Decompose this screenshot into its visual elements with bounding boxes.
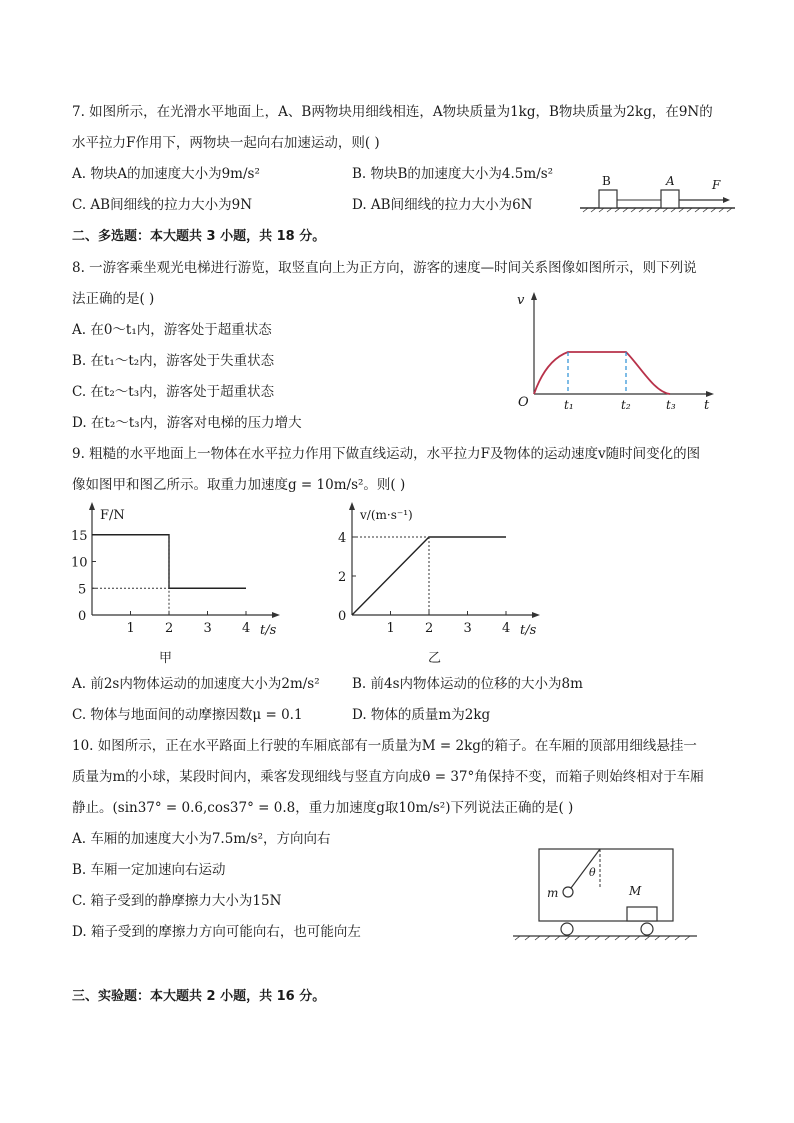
q8-stem-line1: 8. 一游客乘坐观光电梯进行游览，取竖直向上为正方向，游客的速度—时间关系图像如图所示，则下列说 [72, 260, 697, 276]
q9-option-a: A. 前2s内物体运动的加速度大小为2m/s² [72, 676, 320, 692]
label-b: B [602, 174, 611, 188]
q8-t2-label: t₂ [621, 398, 631, 412]
chart-jia-ytick-label: 5 [78, 582, 87, 598]
chart-jia-xtick-label: 4 [242, 621, 251, 636]
chart-jia-x-arrow [272, 612, 280, 618]
q8-t1-label: t₁ [564, 398, 574, 412]
chart-yi-ytick-label: 4 [338, 531, 347, 546]
q10-carriage-figure [505, 845, 705, 945]
chart-jia-xtick-label: 3 [203, 621, 212, 636]
q10-stem-line3: 静止。(sin37° = 0.6,cos37° = 0.8，重力加速度g取10m/s²)下列说法正确的是( ) [72, 800, 574, 816]
label-f: F [712, 178, 721, 192]
q7-stem-line2: 水平拉力F作用下，两物块一起向右加速运动，则( ) [72, 135, 380, 151]
wheel-left [561, 923, 573, 935]
pendulum-ball [563, 887, 573, 897]
q8-velocity-curve [534, 352, 670, 394]
q7-option-c: C. AB间细线的拉力大小为9N [72, 197, 253, 213]
q10-stem-line1: 10. 如图所示，正在水平路面上行驶的车厢底部有一质量为M = 2kg的箱子。在车厢的顶部用细线悬挂一 [72, 738, 697, 754]
q8-option-a: A. 在0～t₁内，游客处于超重状态 [72, 322, 272, 338]
q9-stem-line2: 像如图甲和图乙所示。取重力加速度g = 10m/s²。则( ) [72, 477, 406, 493]
q10-option-b: B. 车厢一定加速向右运动 [72, 862, 226, 878]
section3-heading: 三、实验题：本大题共 2 小题，共 16 分。 [72, 989, 326, 1004]
block-b [599, 190, 617, 208]
label-a: A [666, 174, 675, 188]
q10-option-a: A. 车厢的加速度大小为7.5m/s²，方向向右 [72, 831, 331, 847]
q8-y-label: v [517, 293, 525, 308]
wheel-right [641, 923, 653, 935]
chart-jia-xlabel: t/s [260, 623, 277, 638]
box-m [627, 907, 657, 921]
q10-option-c: C. 箱子受到的静摩擦力大小为15N [72, 893, 282, 909]
q7-stem-line1: 7. 如图所示，在光滑水平地面上，A、B两物块用细线相连，A物块质量为1kg，B物块质量为2kg，在9N的 [72, 104, 713, 120]
chart-jia-xtick-label: 2 [165, 621, 174, 636]
chart-yi-y-arrow [349, 502, 355, 510]
label-m: m [547, 886, 559, 900]
q7-option-b: B. 物块B的加速度大小为4.5m/s² [352, 166, 554, 182]
q8-x-label: t [704, 398, 710, 413]
force-arrowhead [723, 197, 730, 203]
chart-jia-ytick-label: 0 [78, 609, 87, 624]
chart-yi-xtick-label: 1 [386, 621, 395, 636]
q8-origin: O [518, 395, 529, 410]
q8-t3-label: t₃ [666, 398, 676, 412]
q7-blocks-figure [575, 170, 740, 215]
block-a [661, 190, 679, 208]
chart-jia-title: 甲 [159, 651, 173, 666]
q10-option-d: D. 箱子受到的摩擦力方向可能向右，也可能向左 [72, 924, 361, 940]
chart-yi-series-line [352, 537, 506, 615]
q8-stem-line2: 法正确的是( ) [72, 291, 155, 307]
chart-yi-xtick-label: 4 [502, 621, 511, 636]
q9-option-b: B. 前4s内物体运动的位移的大小为8m [352, 676, 583, 692]
q10-stem-line2: 质量为m的小球，某段时间内，乘客发现细线与竖直方向成θ = 37°角保持不变，而箱子则始终相对于车厢 [72, 769, 704, 785]
q7-option-d: D. AB间细线的拉力大小为6N [352, 197, 533, 213]
chart-jia-ytick-label: 15 [71, 528, 88, 544]
chart-yi-ylabel: v/(m·s⁻¹) [360, 508, 413, 522]
q8-vt-graph [510, 288, 730, 418]
q8-y-arrow [531, 292, 537, 300]
q9-option-d: D. 物体的质量m为2kg [352, 707, 491, 723]
chart-jia-xtick-label: 1 [126, 621, 135, 636]
chart-yi-xtick-label: 2 [425, 621, 434, 636]
q9-option-c: C. 物体与地面间的动摩擦因数μ = 0.1 [72, 707, 303, 723]
q8-option-c: C. 在t₂～t₃内，游客处于超重状态 [72, 384, 275, 400]
chart-yi-x-arrow [532, 612, 540, 618]
q9-stem-line1: 9. 粗糙的水平地面上一物体在水平拉力作用下做直线运动，水平拉力F及物体的运动速度v随时间变化的图 [72, 446, 701, 462]
label-theta: θ [589, 866, 596, 879]
q8-option-d: D. 在t₂～t₃内，游客对电梯的压力增大 [72, 415, 302, 431]
q8-option-b: B. 在t₁～t₂内，游客处于失重状态 [72, 353, 275, 369]
chart-jia-y-arrow [89, 502, 95, 510]
chart-yi-title: 乙 [428, 651, 442, 666]
chart-yi-xtick-label: 3 [463, 621, 472, 636]
q7-option-a: A. 物块A的加速度大小为9m/s² [72, 166, 260, 182]
chart-yi-xlabel: t/s [520, 623, 537, 638]
chart-jia-ytick-label: 10 [71, 555, 88, 571]
chart-yi-ytick-label: 2 [338, 570, 347, 585]
label-big-m: M [629, 884, 642, 898]
section2-heading: 二、多选题：本大题共 3 小题，共 18 分。 [72, 229, 326, 244]
q9-chart-jia [62, 500, 292, 670]
q8-x-arrow [706, 391, 714, 397]
chart-yi-ytick-label: 0 [338, 609, 347, 624]
q9-chart-yi [322, 500, 552, 670]
chart-jia-ylabel: F/N [100, 508, 125, 523]
